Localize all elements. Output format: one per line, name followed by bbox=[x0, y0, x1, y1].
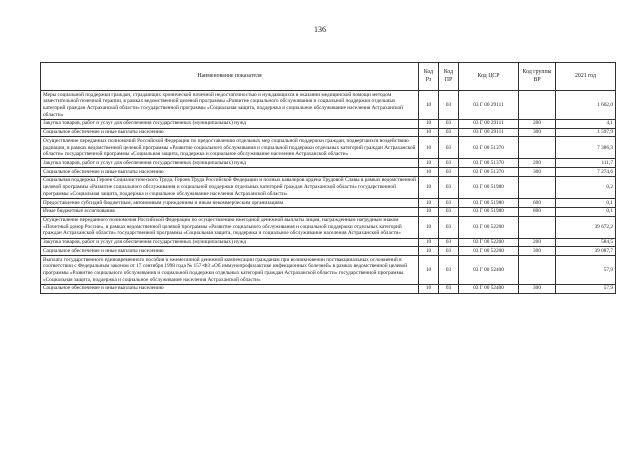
cell-csr: 03 Г 00 51980 bbox=[459, 176, 519, 198]
cell-rz: 10 bbox=[419, 176, 439, 198]
cell-csr: 03 Г 00 52200 bbox=[459, 216, 519, 238]
table-header-row bbox=[41, 63, 616, 91]
table-row bbox=[41, 176, 616, 198]
cell-csr: 03 Г 00 52400 bbox=[459, 256, 519, 285]
cell-rz: 10 bbox=[419, 256, 439, 285]
cell-csr: 03 Г 00 51370 bbox=[459, 159, 519, 168]
cell-vr: 800 bbox=[519, 207, 556, 216]
cell-rz: 10 bbox=[419, 91, 439, 120]
cell-vr: 200 bbox=[519, 159, 556, 168]
cell-csr: 03 Г 00 52400 bbox=[459, 284, 519, 293]
cell-pr: 03 bbox=[439, 199, 459, 208]
cell-rz: 10 bbox=[419, 207, 439, 216]
cell-vr bbox=[519, 176, 556, 198]
cell-rz: 10 bbox=[419, 199, 439, 208]
cell-vr bbox=[519, 216, 556, 238]
cell-csr: 03 Г 00 29111 bbox=[459, 119, 519, 128]
cell-amount: 7 274,6 bbox=[556, 168, 616, 177]
cell-vr: 300 bbox=[519, 128, 556, 137]
cell-pr: 03 bbox=[439, 91, 459, 120]
cell-pr: 03 bbox=[439, 159, 459, 168]
column-header-pr: Код ПР bbox=[439, 63, 459, 91]
cell-pr: 03 bbox=[439, 284, 459, 293]
column-header-amount: 2021 год bbox=[556, 63, 616, 91]
cell-csr: 03 Г 00 52200 bbox=[459, 247, 519, 256]
cell-vr bbox=[519, 91, 556, 120]
cell-csr: 03 Г 00 51370 bbox=[459, 137, 519, 159]
cell-vr bbox=[519, 256, 556, 285]
cell-name: Закупка товаров, работ и услуг для обеспечения государственных (муниципальных) нужд bbox=[41, 159, 419, 168]
table-row bbox=[41, 216, 616, 238]
cell-rz: 10 bbox=[419, 247, 439, 256]
cell-vr: 300 bbox=[519, 247, 556, 256]
cell-amount: 0,1 bbox=[556, 199, 616, 208]
cell-pr: 03 bbox=[439, 176, 459, 198]
table-row bbox=[41, 207, 616, 216]
cell-amount: 584,5 bbox=[556, 238, 616, 247]
cell-amount: 0,2 bbox=[556, 176, 616, 198]
cell-csr: 03 Г 00 29111 bbox=[459, 91, 519, 120]
cell-rz: 10 bbox=[419, 168, 439, 177]
cell-name: Осуществление переданного полномочия Российской Федерации по осуществлению ежегодной денежной выплаты лицам, награжденным нагрудным знаком «Почетный донор России», в рамках ведомственной целевой программы «Развитие социального обслуживания и социальной поддержки отдельных категорий граждан Астраханской области» государственной программы «Социальная защита, поддержка и социальное обслуживание населения Астраханской области» bbox=[41, 216, 419, 238]
table-row bbox=[41, 247, 616, 256]
cell-name: Меры социальной поддержки граждан, страдающих хронической почечной недостаточностью и нуждающихся в оказании медицинской помощи методом заместительной почечной терапии, в рамках ведомственной целевой программы «Развитие социального обслуживания и социальной поддержки отдельных категорий граждан Астраханской области» государственной программы «Социальная защита, поддержка и социальное обслуживание населения Астраханской области» bbox=[41, 91, 419, 120]
cell-rz: 10 bbox=[419, 119, 439, 128]
budget-table bbox=[40, 62, 616, 294]
cell-rz: 10 bbox=[419, 137, 439, 159]
cell-pr: 03 bbox=[439, 238, 459, 247]
cell-name: Выплата государственного единовременного пособия и ежемесячной денежной компенсации гражданам при возникновении поствакцинальных осложнений в соответствии с Федеральным законом от 17 сентября 1998 года № 157-ФЗ «Об иммунопрофилактике инфекционных болезней» в рамках ведомственной целевой программы «Развитие социального обслуживания и социальной поддержки отдельных категорий граждан Астраханской области» государственной программы «Социальная защита, поддержка и социальное обслуживание населения Астраханской области» bbox=[41, 256, 419, 285]
cell-name: Закупка товаров, работ и услуг для обеспечения государственных (муниципальных) нужд bbox=[41, 119, 419, 128]
cell-name: Социальная поддержка Героев Социалистического Труда, Героев Труда Российской Федерации и полных кавалеров ордена Трудовой Славы в рамках ведомственной целевой программы «Развитие социального обслуживания и социальной поддержки отдельных категорий граждан Астраханской области» государственной программы «Социальная защита, поддержка и социальное обслуживание населения Астраханской области» bbox=[41, 176, 419, 198]
table-row bbox=[41, 238, 616, 247]
table-row bbox=[41, 137, 616, 159]
cell-pr: 03 bbox=[439, 168, 459, 177]
cell-amount: 1 597,9 bbox=[556, 128, 616, 137]
cell-pr: 03 bbox=[439, 207, 459, 216]
cell-pr: 03 bbox=[439, 256, 459, 285]
cell-csr: 03 Г 00 51370 bbox=[459, 168, 519, 177]
cell-pr: 03 bbox=[439, 216, 459, 238]
cell-rz: 10 bbox=[419, 159, 439, 168]
cell-name: Социальное обеспечение и иные выплаты населению bbox=[41, 247, 419, 256]
table-row bbox=[41, 256, 616, 285]
cell-csr: 03 Г 00 29111 bbox=[459, 128, 519, 137]
column-header-name: Наименование показателя bbox=[41, 63, 419, 91]
table-row bbox=[41, 199, 616, 208]
cell-name: Социальное обеспечение и иные выплаты населению bbox=[41, 128, 419, 137]
cell-pr: 03 bbox=[439, 247, 459, 256]
cell-vr: 600 bbox=[519, 199, 556, 208]
cell-amount: 39 672,2 bbox=[556, 216, 616, 238]
cell-name: Социальное обеспечение и иные выплаты населению bbox=[41, 168, 419, 177]
cell-name: Закупка товаров, работ и услуг для обеспечения государственных (муниципальных) нужд bbox=[41, 238, 419, 247]
cell-name: Осуществление переданных полномочий Российской Федерации по предоставлению отдельных мер социальной поддержки граждан, подвергшихся воздействию радиации, в рамках ведомственной целевой программы «Развитие социального обслуживания и социальной поддержки отдельных категорий граждан Астраханской области» государственной программы «Социальная защита, поддержка и социальное обслуживание населения Астраханской области» bbox=[41, 137, 419, 159]
cell-amount: 57,9 bbox=[556, 284, 616, 293]
cell-amount: 7 386,3 bbox=[556, 137, 616, 159]
cell-csr: 03 Г 00 51980 bbox=[459, 207, 519, 216]
cell-name: Иные бюджетные ассигнования bbox=[41, 207, 419, 216]
cell-vr: 200 bbox=[519, 119, 556, 128]
cell-rz: 10 bbox=[419, 216, 439, 238]
cell-amount: 4,1 bbox=[556, 119, 616, 128]
column-header-rz: Код Рз bbox=[419, 63, 439, 91]
cell-vr bbox=[519, 137, 556, 159]
cell-rz: 10 bbox=[419, 238, 439, 247]
cell-amount: 0,1 bbox=[556, 207, 616, 216]
cell-pr: 03 bbox=[439, 119, 459, 128]
cell-amount: 57,9 bbox=[556, 256, 616, 285]
cell-amount: 1 602,0 bbox=[556, 91, 616, 120]
cell-rz: 10 bbox=[419, 284, 439, 293]
column-header-csr: Код ЦСР bbox=[459, 63, 519, 91]
cell-amount: 111,7 bbox=[556, 159, 616, 168]
cell-csr: 03 Г 00 51980 bbox=[459, 199, 519, 208]
table-row bbox=[41, 284, 616, 293]
cell-amount: 39 087,7 bbox=[556, 247, 616, 256]
cell-vr: 300 bbox=[519, 284, 556, 293]
table-row bbox=[41, 119, 616, 128]
cell-name: Предоставление субсидий бюджетным, автономным учреждениям и иным некоммерческим организациям bbox=[41, 199, 419, 208]
cell-pr: 03 bbox=[439, 128, 459, 137]
cell-vr: 300 bbox=[519, 168, 556, 177]
page-number: 136 bbox=[314, 25, 326, 34]
cell-rz: 10 bbox=[419, 128, 439, 137]
table-row bbox=[41, 168, 616, 177]
cell-name: Социальное обеспечение и иные выплаты населению bbox=[41, 284, 419, 293]
table-row bbox=[41, 128, 616, 137]
table-row bbox=[41, 91, 616, 120]
cell-csr: 03 Г 00 52200 bbox=[459, 238, 519, 247]
cell-pr: 03 bbox=[439, 137, 459, 159]
cell-vr: 200 bbox=[519, 238, 556, 247]
column-header-vr: Код группы ВР bbox=[519, 63, 556, 91]
table-row bbox=[41, 159, 616, 168]
